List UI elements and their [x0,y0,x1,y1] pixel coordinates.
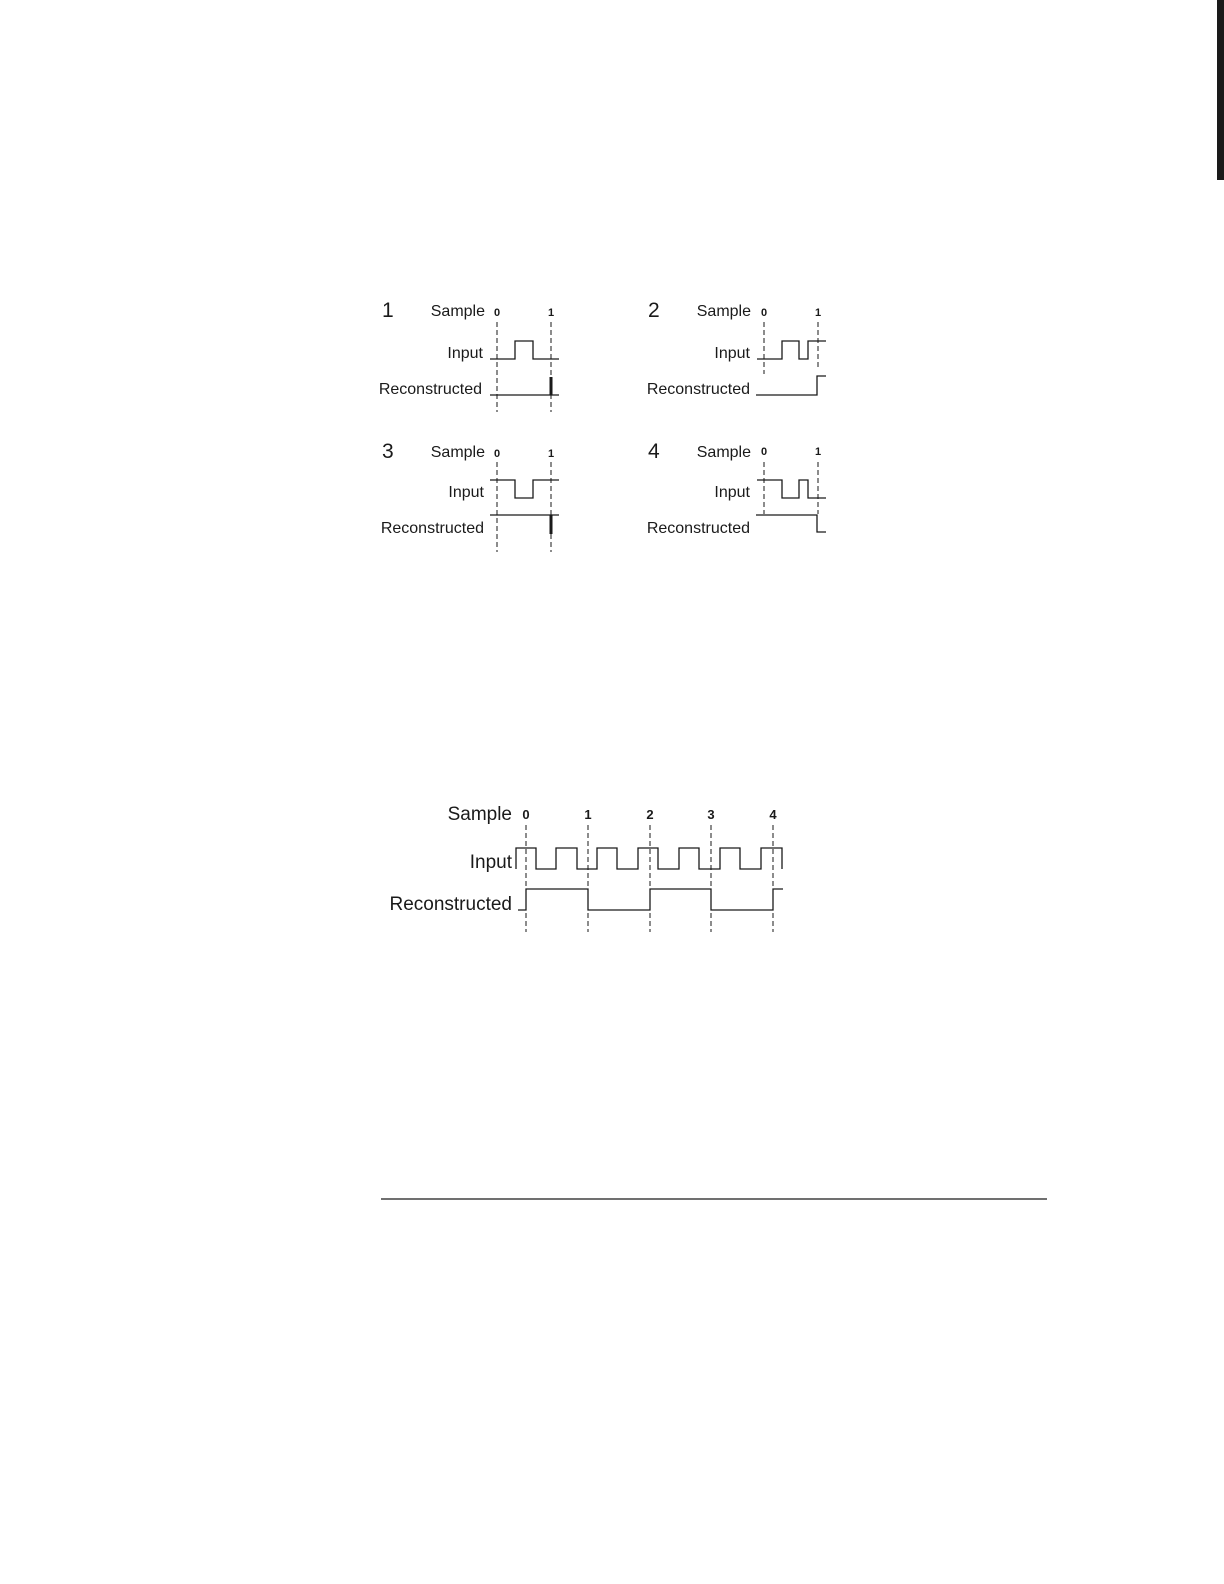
input-label: Input [469,852,512,873]
sample-label: Sample [696,444,751,461]
sample-tick-0: 0 [493,448,501,460]
input-waveform [757,341,826,359]
reconstructed-waveform [756,515,826,532]
reconstructed-waveform [756,376,826,395]
sample-tick-3: 3 [707,807,715,822]
sample-label: Sample [430,444,485,461]
sample-tick-1: 1 [814,307,822,319]
reconstructed-label: Reconstructed [378,381,482,398]
input-label: Input [714,484,750,501]
reconstructed-label: Reconstructed [646,520,750,537]
sample-tick-0: 0 [760,307,768,319]
panel-number: 2 [648,299,660,322]
panel-1 [379,299,559,412]
panel-number: 3 [382,440,394,463]
sample-tick-1: 1 [547,307,555,319]
input-label: Input [447,345,483,362]
sample-tick-4: 4 [769,807,777,822]
input-waveform [490,341,559,359]
panel-4 [647,440,826,537]
panel-number: 4 [648,440,660,463]
main-sampling-diagram [389,804,783,932]
panel-2 [647,299,826,398]
sample-tick-1: 1 [814,446,822,458]
sample-label: Sample [447,804,512,825]
input-label: Input [448,484,484,501]
sample-tick-0: 0 [760,446,768,458]
input-waveform [490,480,559,498]
reconstructed-waveform [518,889,783,910]
reconstructed-label: Reconstructed [646,381,750,398]
input-waveform [516,848,782,869]
sample-tick-1: 1 [547,448,555,460]
sample-label: Sample [696,303,751,320]
sample-tick-0: 0 [493,307,501,319]
panel-number: 1 [382,299,394,322]
panel-3 [381,440,559,552]
sample-label: Sample [430,303,485,320]
input-label: Input [714,345,750,362]
input-waveform [757,480,826,498]
sample-tick-0: 0 [522,807,530,822]
reconstructed-label: Reconstructed [389,894,512,915]
sample-tick-1: 1 [584,807,592,822]
sample-tick-2: 2 [646,807,654,822]
reconstructed-label: Reconstructed [380,520,484,537]
